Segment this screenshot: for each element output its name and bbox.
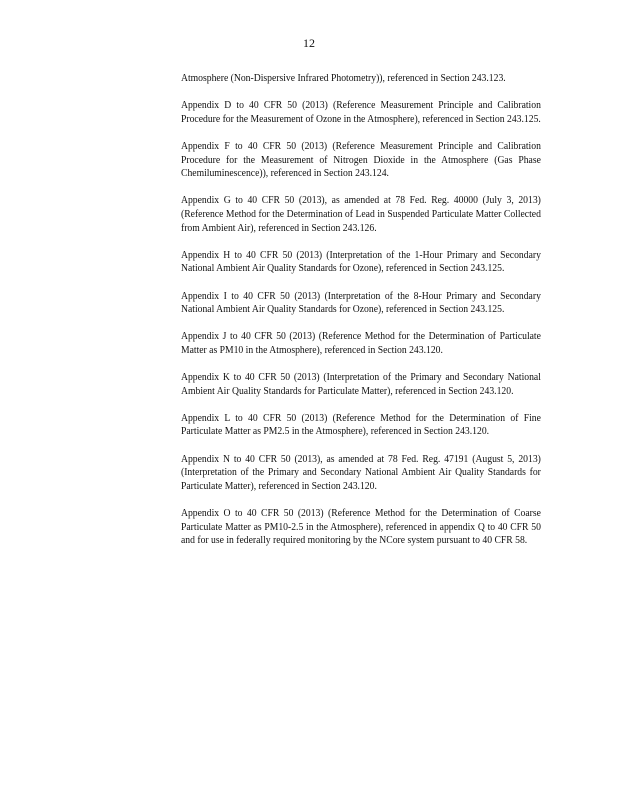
paragraph-appendix-d: Appendix D to 40 CFR 50 (2013) (Reference Measurement Principle and Calibration Procedure for the Measurement of Ozone in the Atmosphere), referenced in Section 243.125. [181, 100, 541, 125]
paragraph-appendix-o: Appendix O to 40 CFR 50 (2013) (Reference Method for the Determination of Coarse Particulate Matter as PM10-2.5 in the Atmosphere), referenced in appendix Q to 40 CFR 50 and for use in federally required monitoring by the NCore system pursuant to 40 CFR 58. [181, 508, 541, 547]
paragraph-appendix-g: Appendix G to 40 CFR 50 (2013), as amended at 78 Fed. Reg. 40000 (July 3, 2013) (Reference Method for the Determination of Lead in Suspended Particulate Matter Collected from Ambient Air), referenced in Section 243.126. [181, 195, 541, 234]
paragraph-appendix-n: Appendix N to 40 CFR 50 (2013), as amended at 78 Fed. Reg. 47191 (August 5, 2013) (Interpretation of the Primary and Secondary National Ambient Air Quality Standards for Particulate Matter), referenced in Section 243.120. [181, 453, 541, 492]
paragraph-appendix-f: Appendix F to 40 CFR 50 (2013) (Reference Measurement Principle and Calibration Procedure for the Measurement of Nitrogen Dioxide in the Atmosphere (Gas Phase Chemiluminescence)), referenced in Section 243.124. [181, 140, 541, 180]
paragraph-appendix-j: Appendix J to 40 CFR 50 (2013) (Reference Method for the Determination of Particulate Matter as PM10 in the Atmosphere), referenced in Section 243.120. [181, 331, 541, 356]
paragraph-appendix-h: Appendix H to 40 CFR 50 (2013) (Interpretation of the 1-Hour Primary and Secondary National Ambient Air Quality Standards for Ozone), referenced in Section 243.125. [181, 249, 541, 275]
page-number: 12 [303, 36, 315, 50]
page-body [181, 72, 541, 561]
paragraph-appendix-k: Appendix K to 40 CFR 50 (2013) (Interpretation of the Primary and Secondary National Ambient Air Quality Standards for Particulate Matter), referenced in Section 243.120. [181, 372, 541, 397]
paragraph-atmosphere-continuation: Atmosphere (Non-Dispersive Infrared Photometry)), referenced in Section 243.123. [181, 73, 506, 84]
paragraph-appendix-i: Appendix I to 40 CFR 50 (2013) (Interpretation of the 8-Hour Primary and Secondary National Ambient Air Quality Standards for Ozone), referenced in Section 243.125. [181, 290, 541, 316]
paragraph-appendix-l: Appendix L to 40 CFR 50 (2013) (Reference Method for the Determination of Fine Particulate Matter as PM2.5 in the Atmosphere), referenced in Section 243.120. [181, 412, 541, 438]
